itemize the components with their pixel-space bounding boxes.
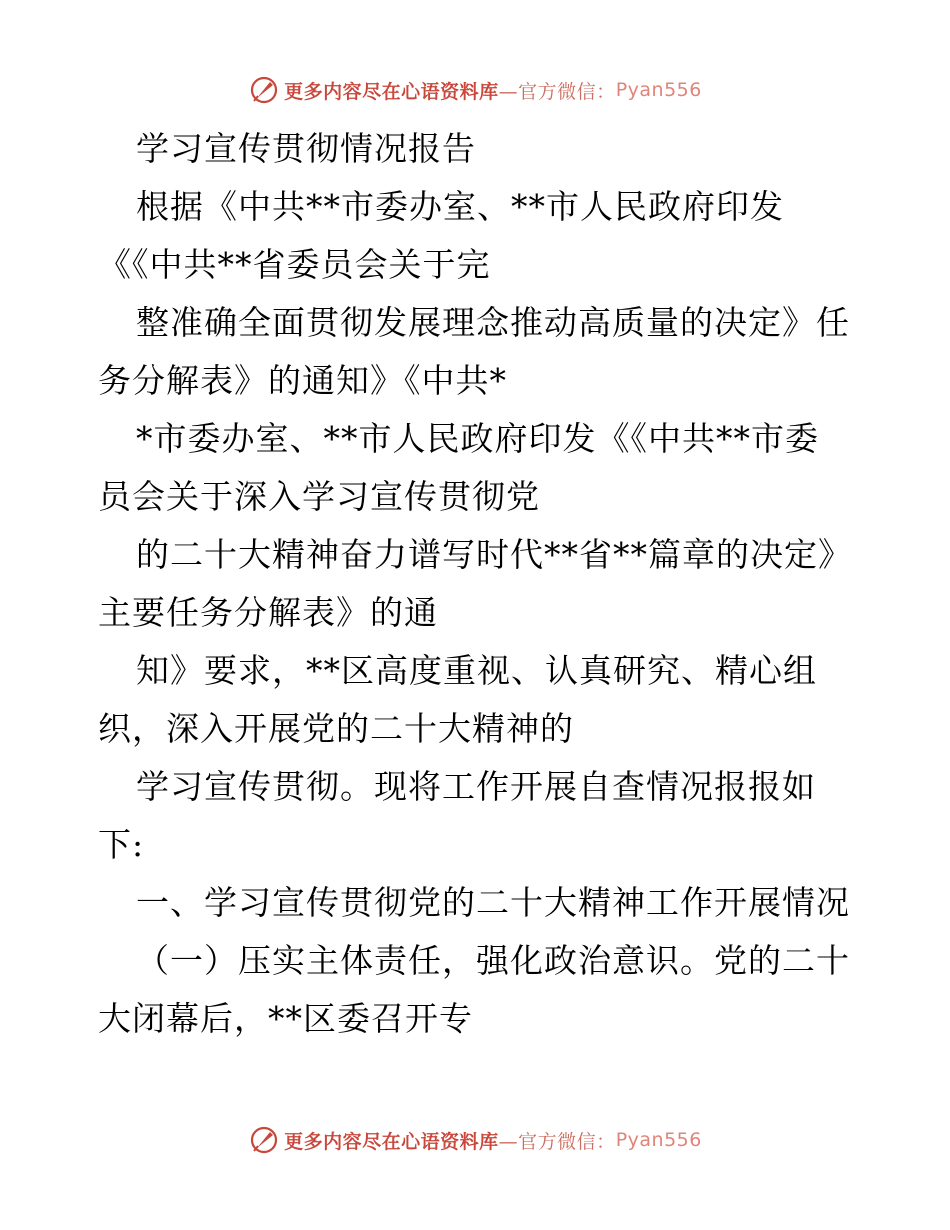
subsection-heading: （一）压实主体责任，强化政治意识。党的二十 bbox=[136, 941, 850, 980]
text-line: 《《中共**省委员会关于完 bbox=[98, 245, 491, 284]
section-heading: 一、学习宣传贯彻党的二十大精神工作开展情况 bbox=[136, 883, 850, 922]
footer-banner bbox=[0, 1120, 950, 1160]
banner-wechat-id: Pyan556 bbox=[615, 79, 702, 101]
text-line: 知》要求，**区高度重视、认真研究、精心组 bbox=[136, 651, 817, 690]
banner-wechat-label: —官方微信： bbox=[498, 80, 616, 103]
feather-pen-logo-icon bbox=[248, 74, 280, 106]
text-line: 员会关于深入学习宣传贯彻党 bbox=[98, 477, 540, 516]
banner-site-name: 更多内容尽在心语资料库 bbox=[284, 80, 499, 103]
text-line: 根据《中共**市委办室、**市人民政府印发 bbox=[136, 187, 784, 226]
text-line: 的二十大精神奋力谱写时代**省**篇章的决定》 bbox=[136, 535, 852, 574]
banner-site-name: 更多内容尽在心语资料库 bbox=[284, 1130, 499, 1153]
text-line: 学习宣传贯彻。现将工作开展自查情况报报如 bbox=[136, 767, 816, 806]
text-line: 织，深入开展党的二十大精神的 bbox=[98, 709, 574, 748]
document-body bbox=[98, 120, 858, 1048]
banner-wechat-id: Pyan556 bbox=[615, 1129, 702, 1151]
text-line: *市委办室、**市人民政府印发《《中共**市委 bbox=[136, 419, 819, 458]
text-line: 务分解表》的通知》《中共* bbox=[98, 361, 507, 400]
feather-pen-logo-icon bbox=[248, 1124, 280, 1156]
header-banner bbox=[0, 70, 950, 110]
text-line: 大闭幕后，**区委召开专 bbox=[98, 999, 473, 1038]
text-line: 主要任务分解表》的通 bbox=[98, 593, 438, 632]
document-title: 学习宣传贯彻情况报告 bbox=[136, 129, 476, 168]
banner-wechat-label: —官方微信： bbox=[498, 1130, 616, 1153]
text-line: 下: bbox=[98, 825, 145, 864]
text-line: 整准确全面贯彻发展理念推动高质量的决定》任 bbox=[136, 303, 850, 342]
